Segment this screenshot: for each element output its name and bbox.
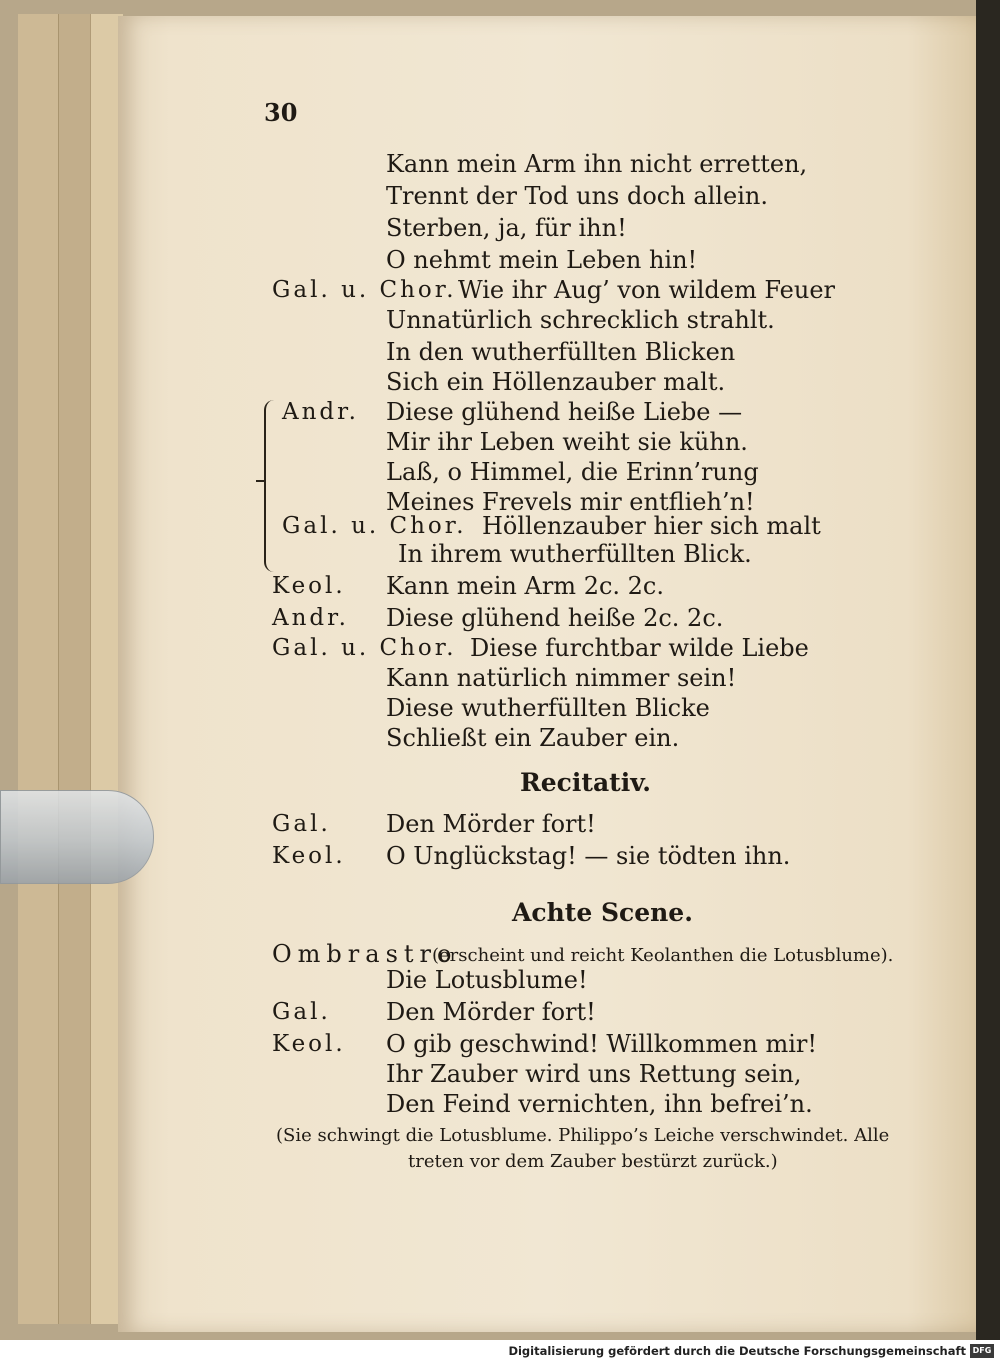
scene-heading: Achte Scene.	[512, 898, 693, 927]
dfg-logo: DFG	[970, 1344, 994, 1358]
verse-line: O nehmt mein Leben hin!	[386, 246, 698, 274]
speaker-label: Keol.	[272, 573, 346, 599]
verse-line: Diese glühend heiße Liebe —	[386, 398, 743, 426]
verse-line: O gib geschwind! Willkommen mir!	[386, 1030, 818, 1058]
verse-line: Meines Frevels mir entflieh’n!	[386, 488, 755, 516]
speaker-label: Andr.	[272, 605, 349, 631]
page-clip	[0, 790, 154, 884]
verse-line: O Unglückstag! — sie tödten ihn.	[386, 842, 791, 870]
verse-line: Laß, o Himmel, die Erinn’rung	[386, 458, 759, 486]
verse-line: Diese furchtbar wilde Liebe	[470, 634, 809, 662]
book-edge	[18, 14, 58, 1324]
speaker-label: Keol.	[272, 1031, 346, 1057]
verse-line: Höllenzauber hier sich malt	[482, 512, 821, 540]
verse-line: Den Mörder fort!	[386, 998, 596, 1026]
speaker-label: Keol.	[272, 843, 346, 869]
verse-line: Sich ein Höllenzauber malt.	[386, 368, 726, 396]
section-heading: Recitativ.	[520, 768, 651, 797]
speaker-label: Gal.	[272, 999, 331, 1025]
speaker-label: Gal.	[272, 811, 331, 837]
footer	[0, 1340, 1000, 1364]
page-number: 30	[264, 98, 298, 127]
verse-line: Unnatürlich schrecklich strahlt.	[386, 306, 775, 334]
verse-line: In ihrem wutherfüllten Blick.	[398, 540, 752, 568]
speaker-label: Ombrastro	[272, 940, 458, 968]
verse-line: Schließt ein Zauber ein.	[386, 724, 680, 752]
verse-line: Kann natürlich nimmer sein!	[386, 664, 737, 692]
speaker-label: Gal. u. Chor.	[282, 513, 467, 539]
verse-line: Kann mein Arm ihn nicht erretten,	[386, 150, 808, 178]
stage-direction: (erscheint und reicht Keolanthen die Lotusblume).	[432, 945, 894, 966]
verse-line: Mir ihr Leben weiht sie kühn.	[386, 428, 748, 456]
verse-line: In den wutherfüllten Blicken	[386, 338, 736, 366]
verse-line: Den Feind vernichten, ihn befrei’n.	[386, 1090, 813, 1118]
verse-line: Wie ihr Aug’ von wildem Feuer	[458, 276, 836, 304]
speaker-label: Gal. u. Chor.	[272, 277, 457, 303]
bracket-tip	[256, 480, 266, 482]
verse-line: Trennt der Tod uns doch allein.	[386, 182, 768, 210]
speaker-label: Gal. u. Chor.	[272, 635, 457, 661]
bracket	[264, 400, 280, 572]
dark-margin	[976, 0, 1000, 1340]
stage-direction: (Sie schwingt die Lotusblume. Philippo’s Leiche verschwindet. Alle	[276, 1125, 890, 1146]
speaker-label: Andr.	[282, 399, 359, 425]
footer-credit: Digitalisierung gefördert durch die Deutsche Forschungsgemeinschaft	[508, 1344, 966, 1358]
verse-line: Kann mein Arm 2c. 2c.	[386, 572, 665, 600]
verse-line: Sterben, ja, für ihn!	[386, 214, 627, 242]
stage-direction: treten vor dem Zauber bestürzt zurück.)	[408, 1151, 778, 1172]
verse-line: Diese wutherfüllten Blicke	[386, 694, 710, 722]
verse-line: Diese glühend heiße 2c. 2c.	[386, 604, 724, 632]
verse-line: Den Mörder fort!	[386, 810, 596, 838]
verse-line: Ihr Zauber wird uns Rettung sein,	[386, 1060, 802, 1088]
verse-line: Die Lotusblume!	[386, 966, 588, 994]
